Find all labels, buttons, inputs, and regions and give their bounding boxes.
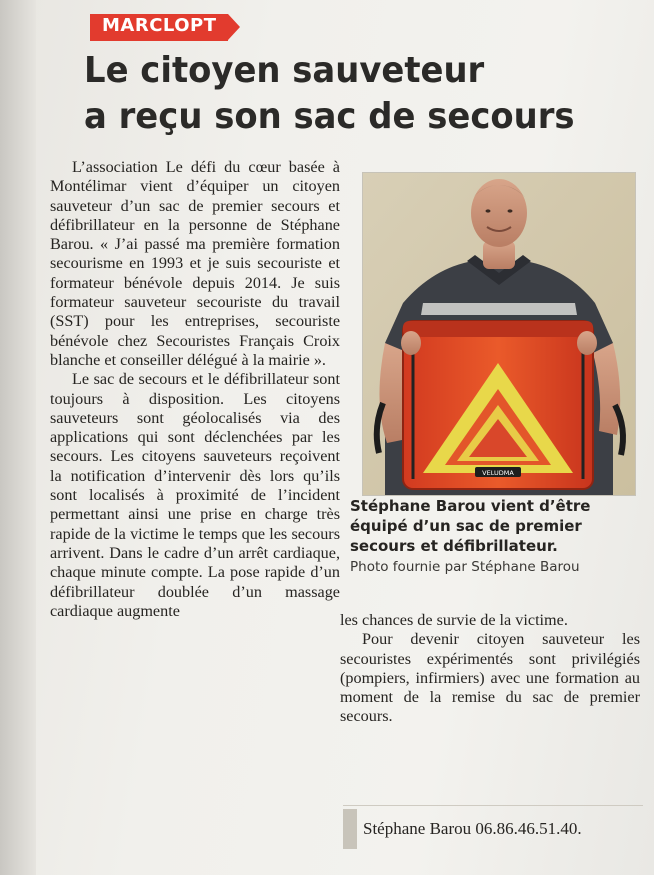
contact-phone: Stéphane Barou 06.86.46.51.40. (363, 819, 582, 838)
page-fold-shadow (0, 0, 36, 875)
photo-illustration (363, 173, 635, 495)
article-column-left (50, 158, 340, 621)
article-headline (84, 48, 610, 140)
section-rubric (90, 14, 242, 41)
contact-rule (343, 805, 643, 806)
photo-credit: Photo fournie par Stéphane Barou (350, 559, 580, 575)
article-photo (362, 172, 636, 496)
paragraph-3: les chances de survie de la victime. (340, 611, 568, 629)
bag-brand-label: VELUDMA (482, 469, 514, 477)
paragraph-1: L’association Le défi du cœur basée à Montélimar vient d’équiper un citoyen sauveteur d’un sac de premier secours et défibrillateur en la personne de Stéphane Barou. « J’ai passé ma première formation secourisme en 1993 et je suis secouriste et formateur bénévole depuis 2014. Je suis formateur sauveteur secouriste du travail (SST) pour les entreprises, secouriste bénévole chez Secouristes Français Croix blanche et conseiller délégué à la mairie ». (50, 158, 340, 369)
rubric-label: MARCLOPT (102, 15, 217, 36)
paragraph-2: Le sac de secours et le défibrillateur sont toujours à disposition. Les citoyens sauveteurs sont géolocalisés via des applications qui sont déclenchées par les secours. Les citoyens sauveteurs reçoivent la notification d’intervenir dès lors qu’ils sont localisés à proximité de l’incident permettant ainsi une prise en charge très rapide de la victime le temps que les secours arrivent. Dans le cadre d’un arrêt cardiaque, chaque minute compte. La pose rapide d’un défibrillateur doublée d’un massage cardiaque augmente (50, 370, 340, 620)
paragraph-4: Pour devenir citoyen sauveteur les secouristes expérimentés sont privilégiés (pompiers, infirmiers) avec une formation au moment de la remise du sac de premier secours. (340, 630, 640, 726)
contact-marker (343, 809, 357, 849)
contact-box (333, 805, 643, 853)
photo-caption (350, 496, 640, 578)
rubric-arrow-tip (228, 14, 240, 40)
caption-text: Stéphane Barou vient d’être équipé d’un sac de premier secours et défibrillateur. (350, 497, 591, 555)
article-column-right (340, 611, 640, 727)
headline-line-1: Le citoyen sauveteur (84, 50, 485, 91)
headline-line-2: a reçu son sac de secours (84, 96, 575, 137)
